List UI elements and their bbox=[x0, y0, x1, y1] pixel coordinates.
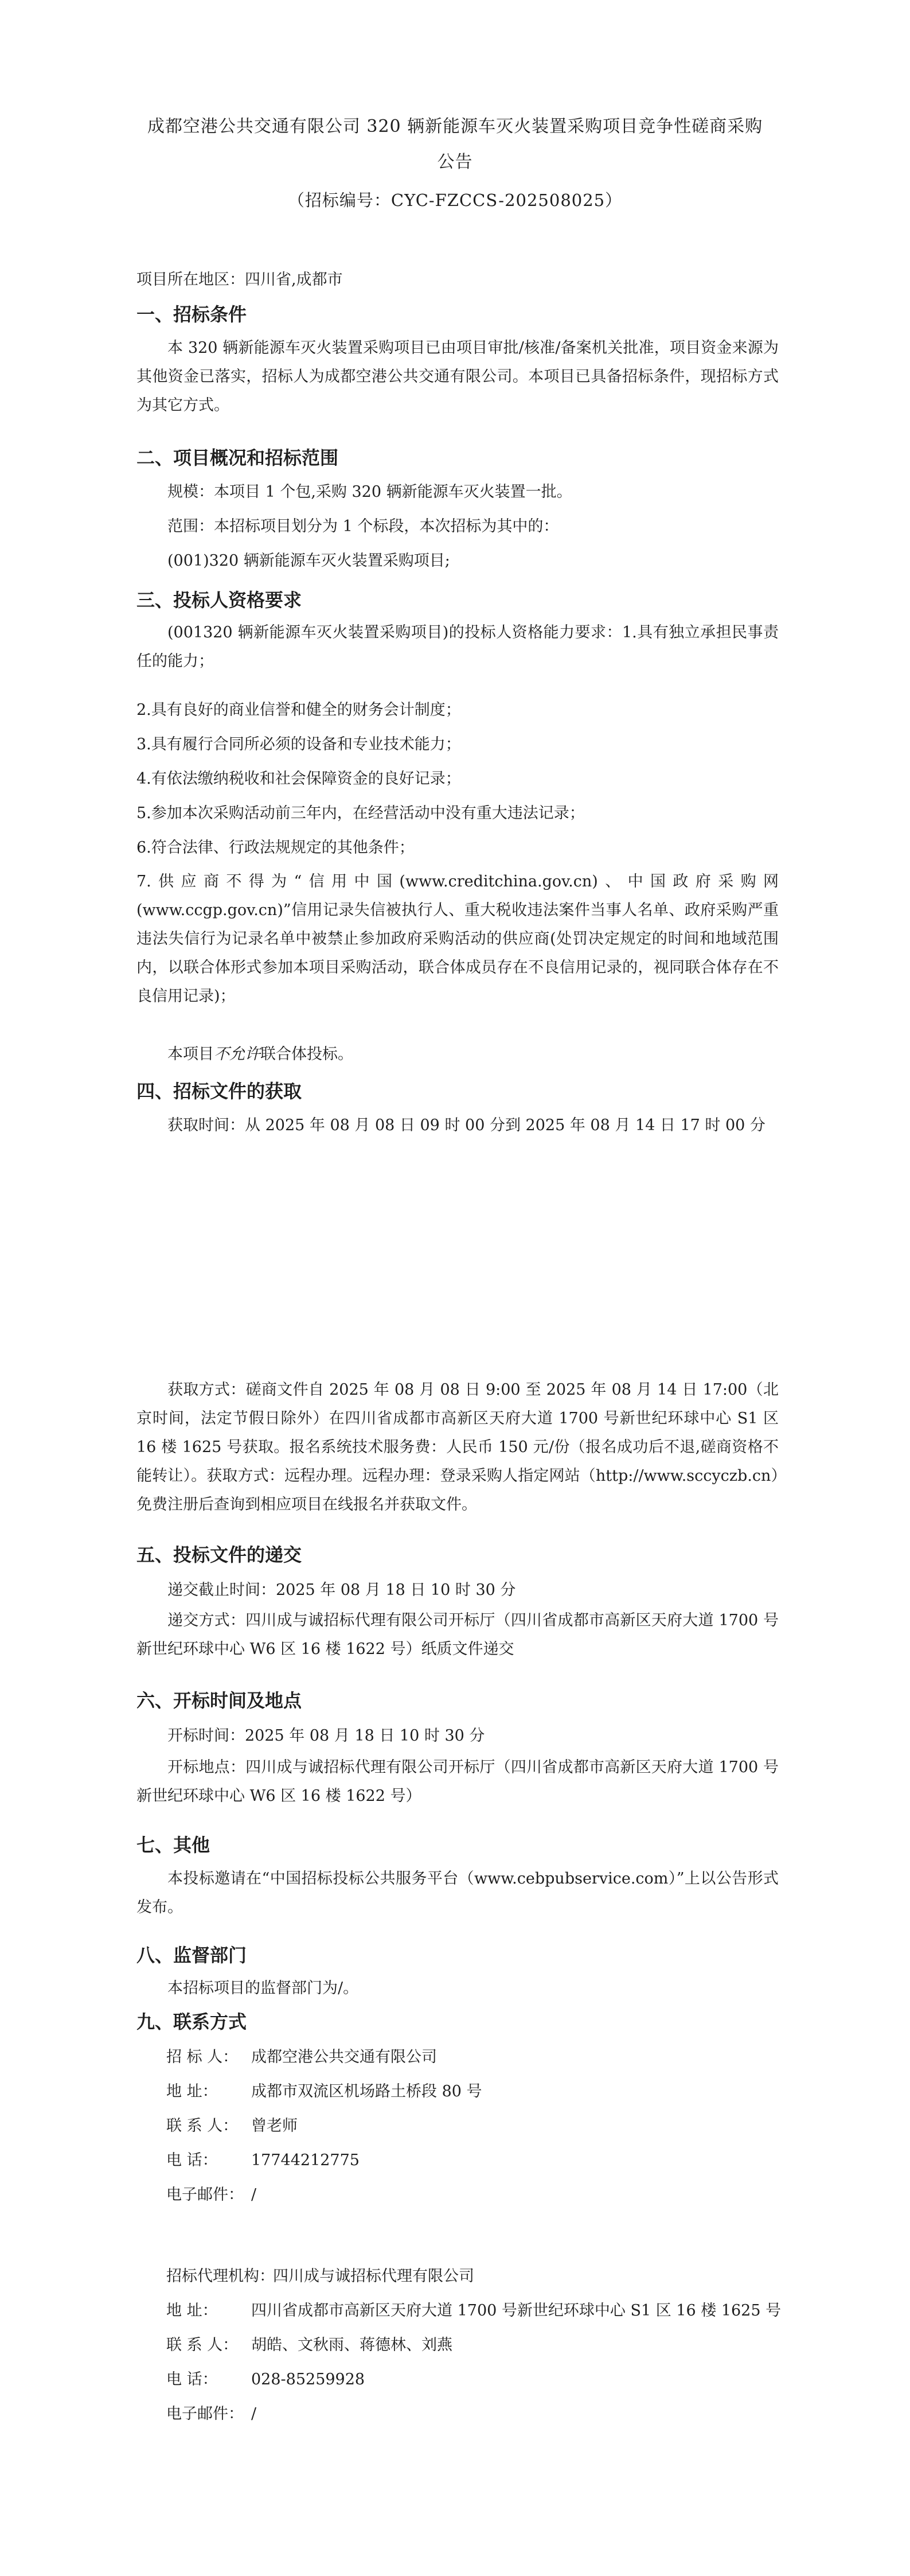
contact-value: 曾老师 bbox=[251, 2117, 298, 2135]
qualification-item-5: 5.参加本次采购活动前三年内，在经营活动中没有重大违法记录； bbox=[136, 804, 585, 822]
contact-value: 四川成与诚招标代理有限公司 bbox=[273, 2267, 474, 2285]
tender-conditions-text: 本 320 辆新能源车灭火装置采购项目已由项目审批/核准/备案机关批准，项目资金来源为其他资金已落实，招标人为成都空港公共交通有限公司。本项目已具备招标条件，现招标方式为其它方式。 bbox=[136, 339, 779, 414]
contact-value: / bbox=[251, 2405, 257, 2423]
announcement-title-line1: 成都空港公共交通有限公司 320 辆新能源车灭火装置采购项目竞争性磋商采购 bbox=[147, 116, 763, 137]
submission-method: 递交方式：四川成与诚招标代理有限公司开标厅（四川省成都市高新区天府大道 1700 号新世纪环球中心 W6 区 16 楼 1622 号）纸质文件递交 bbox=[136, 1612, 779, 1658]
contact-label: 联 系 人： bbox=[166, 2117, 239, 2135]
opening-time: 开标时间：2025 年 08 月 18 日 10 时 30 分 bbox=[167, 1727, 485, 1745]
section-heading-contact: 九、联系方式 bbox=[136, 2011, 247, 2033]
project-scale: 规模：本项目 1 个包,采购 320 辆新能源车灭火装置一批。 bbox=[167, 483, 572, 501]
project-lot: (001)320 辆新能源车灭火装置采购项目; bbox=[167, 552, 450, 570]
contact-label: 地 址： bbox=[166, 2083, 218, 2100]
contact-value: 胡皓、文秋雨、蒋德林、刘燕 bbox=[251, 2336, 452, 2354]
contact-value: 17744212775 bbox=[251, 2151, 360, 2169]
announcement-title-line2: 公告 bbox=[437, 152, 473, 172]
other-text: 本投标邀请在“中国招标投标公共服务平台（www.cebpubservice.com）”上以公告形式发布。 bbox=[136, 1870, 779, 1916]
qualification-intro: (001320 辆新能源车灭火装置采购项目)的投标人资格能力要求：1.具有独立承担民事责任的能力； bbox=[136, 624, 779, 670]
section-heading-tender-conditions: 一、招标条件 bbox=[136, 303, 247, 325]
contact-label: 招 标 人： bbox=[166, 2048, 239, 2066]
section-heading-supervision: 八、监督部门 bbox=[136, 1944, 247, 1966]
section-heading-bid-submission: 五、投标文件的递交 bbox=[136, 1544, 302, 1566]
section-heading-project-overview: 二、项目概况和招标范围 bbox=[136, 447, 339, 469]
contact-label: 电子邮件： bbox=[166, 2186, 244, 2204]
project-location: 项目所在地区：四川省,成都市 bbox=[136, 271, 343, 289]
acquisition-method: 获取方式：磋商文件自 2025 年 08 月 08 日 9:00 至 2025 年 08 月 14 日 17:00（北京时间，法定节假日除外）在四川省成都市高新区天府大道 1700 号新世纪环球中心 S1 区 16 楼 1625 号获取。报名系统技术服务费：人民币 150 元/份（报名成功后不退,磋商资格不能转让）。获取方式：远程办理。远程办理：登录采购人指定网站（http://www.sccyczb.cn）免费注册后查询到相应项目在线报名并获取文件。 bbox=[136, 1381, 779, 1513]
consortium-prefix: 本项目 bbox=[167, 1045, 214, 1063]
contact-label: 电 话： bbox=[166, 2371, 218, 2388]
contact-label: 电 话： bbox=[166, 2151, 218, 2169]
qualification-item-7: 7.供应商不得为“信用中国(www.creditchina.gov.cn)、中国政府采购网(www.ccgp.gov.cn)”信用记录失信被执行人、重大税收违法案件当事人名单、政府采购严重违法失信行为记录名单中被禁止参加政府采购活动的供应商(处罚决定规定的时间和地域范围内，以联合体形式参加本项目采购活动，联合体成员存在不良信用记录的，视同联合体存在不良信用记录)； bbox=[136, 873, 779, 1005]
opening-place: 开标地点：四川成与诚招标代理有限公司开标厅（四川省成都市高新区天府大道 1700 号新世纪环球中心 W6 区 16 楼 1622 号） bbox=[136, 1758, 779, 1805]
qualification-item-2: 2.具有良好的商业信誉和健全的财务会计制度； bbox=[136, 701, 461, 719]
section-heading-other: 七、其他 bbox=[136, 1834, 210, 1856]
consortium-suffix: 联合体投标。 bbox=[260, 1045, 353, 1063]
contact-label: 电子邮件： bbox=[166, 2405, 244, 2423]
contact-value: 成都市双流区机场路土桥段 80 号 bbox=[251, 2083, 482, 2100]
supervision-text: 本招标项目的监督部门为/。 bbox=[167, 1979, 359, 1997]
tender-number: （招标编号：CYC-FZCCS-202508025） bbox=[287, 190, 623, 210]
contact-value: / bbox=[251, 2186, 257, 2204]
section-heading-document-acquisition: 四、招标文件的获取 bbox=[136, 1080, 302, 1102]
project-scope: 范围：本招标项目划分为 1 个标段，本次招标为其中的： bbox=[167, 517, 559, 535]
contact-value: 成都空港公共交通有限公司 bbox=[251, 2048, 437, 2066]
submission-deadline: 递交截止时间：2025 年 08 月 18 日 10 时 30 分 bbox=[167, 1581, 516, 1599]
qualification-item-6: 6.符合法律、行政法规规定的其他条件； bbox=[136, 839, 415, 857]
qualification-item-3: 3.具有履行合同所必须的设备和专业技术能力； bbox=[136, 736, 461, 753]
contact-label: 联 系 人： bbox=[166, 2336, 239, 2354]
qualification-item-4: 4.有依法缴纳税收和社会保障资金的良好记录； bbox=[136, 770, 461, 788]
section-heading-bidder-qualifications: 三、投标人资格要求 bbox=[136, 589, 302, 611]
section-heading-bid-opening: 六、开标时间及地点 bbox=[136, 1690, 302, 1711]
contact-label: 招标代理机构： bbox=[166, 2267, 275, 2285]
contact-label: 地 址： bbox=[166, 2302, 218, 2320]
contact-value: 四川省成都市高新区天府大道 1700 号新世纪环球中心 S1 区 16 楼 1625 号 bbox=[251, 2302, 782, 2320]
acquisition-time: 获取时间：从 2025 年 08 月 08 日 09 时 00 分到 2025 年 08 月 14 日 17 时 00 分 bbox=[167, 1116, 766, 1134]
contact-value: 028-85259928 bbox=[251, 2371, 365, 2388]
consortium-policy bbox=[167, 1043, 810, 1066]
consortium-emphasis: 不允许 bbox=[214, 1045, 260, 1063]
